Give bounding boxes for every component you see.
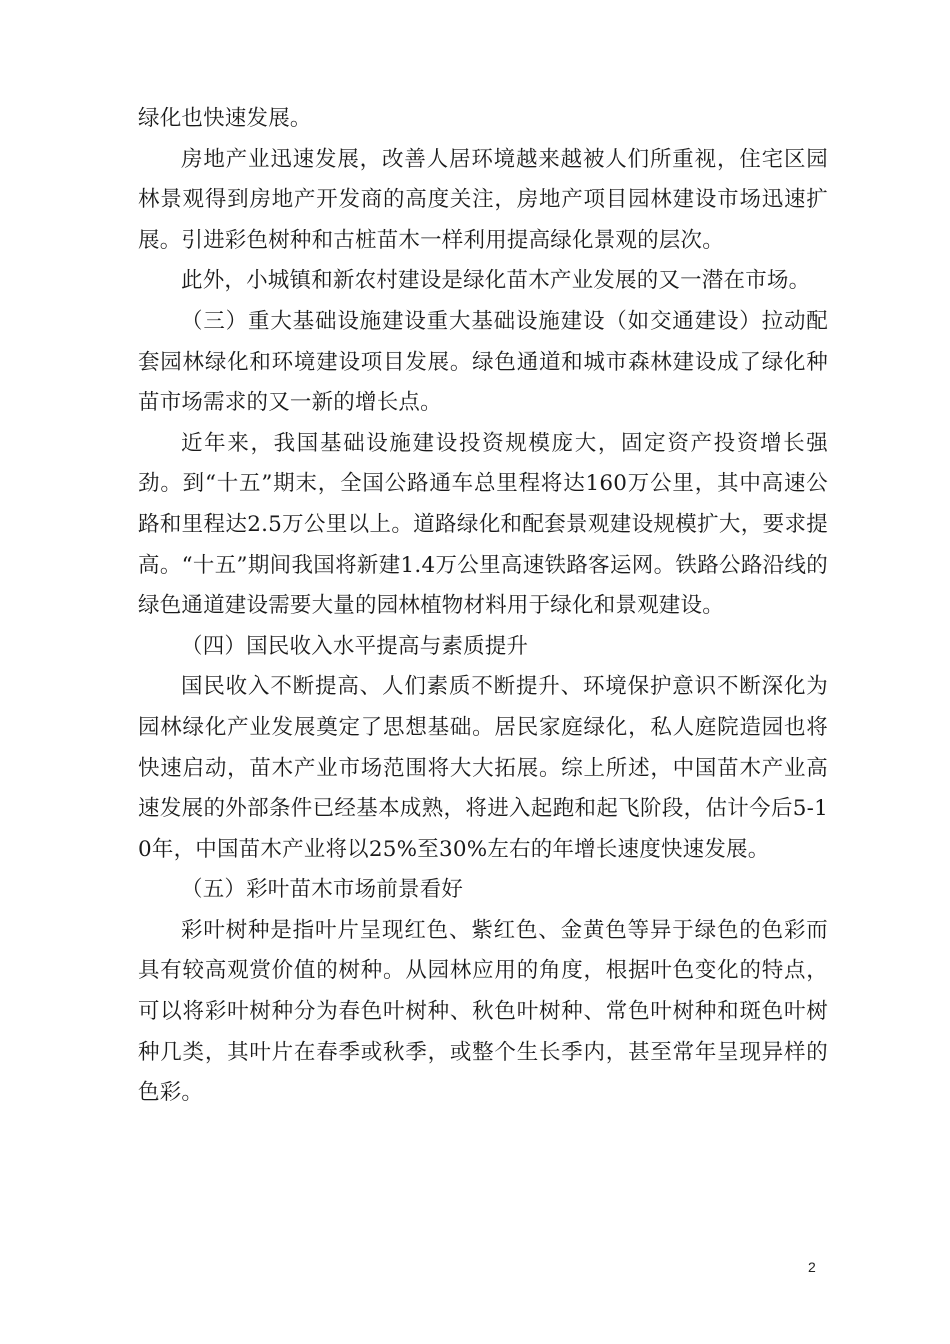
- page-number: 2: [808, 1259, 816, 1275]
- section-heading: （五）彩叶苗木市场前景看好: [181, 877, 464, 903]
- paragraph: 彩叶树种是指叶片呈现红色、紫红色、金黄色等异于绿色的色彩而具有较高观赏价值的树种。从园林应用的角度，根据叶色变化的特点，可以将彩叶树种分为春色叶树种、秋色叶树种、常色叶树种和斑色叶树种几类，其叶片在春季或秋季，或整个生长季内，甚至常年呈现异样的色彩。: [138, 917, 828, 1106]
- paragraph: 房地产业迅速发展，改善人居环境越来越被人们所重视，住宅区园林景观得到房地产开发商的高度关注，房地产项目园林建设市场迅速扩展。引进彩色树种和古桩苗木一样利用提高绿化景观的层次。: [138, 146, 828, 253]
- paragraph: 绿化也快速发展。: [138, 106, 312, 131]
- paragraph: 此外，小城镇和新农村建设是绿化苗木产业发展的又一潜在市场。: [181, 268, 811, 294]
- paragraph: 国民收入不断提高、人们素质不断提升、环境保护意识不断深化为园林绿化产业发展奠定了思想基础。居民家庭绿化，私人庭院造园也将快速启动，苗木产业市场范围将大大拓展。综上所述，中国苗木产业高速发展的外部条件已经基本成熟，将进入起跑和起飞阶段，估计今后5-10年，中国苗木产业将以25%至30%左右的年增长速度快速发展。: [138, 674, 828, 862]
- document-body: [138, 99, 828, 1114]
- section-heading-paragraph: （三）重大基础设施建设重大基础设施建设（如交通建设）拉动配套园林绿化和环境建设项目发展。绿色通道和城市森林建设成了绿化种苗市场需求的又一新的增长点。: [138, 308, 828, 416]
- paragraph: 近年来，我国基础设施建设投资规模庞大，固定资产投资增长强劲。到“十五”期末，全国公路通车总里程将达160万公里，其中高速公路和里程达2.5万公里以上。道路绿化和配套景观建设规模扩大，要求提高。“十五”期间我国将新建1.4万公里高速铁路客运网。铁路公路沿线的绿色通道建设需要大量的园林植物材料用于绿化和景观建设。: [138, 430, 828, 619]
- section-heading: （四）国民收入水平提高与素质提升: [181, 633, 529, 659]
